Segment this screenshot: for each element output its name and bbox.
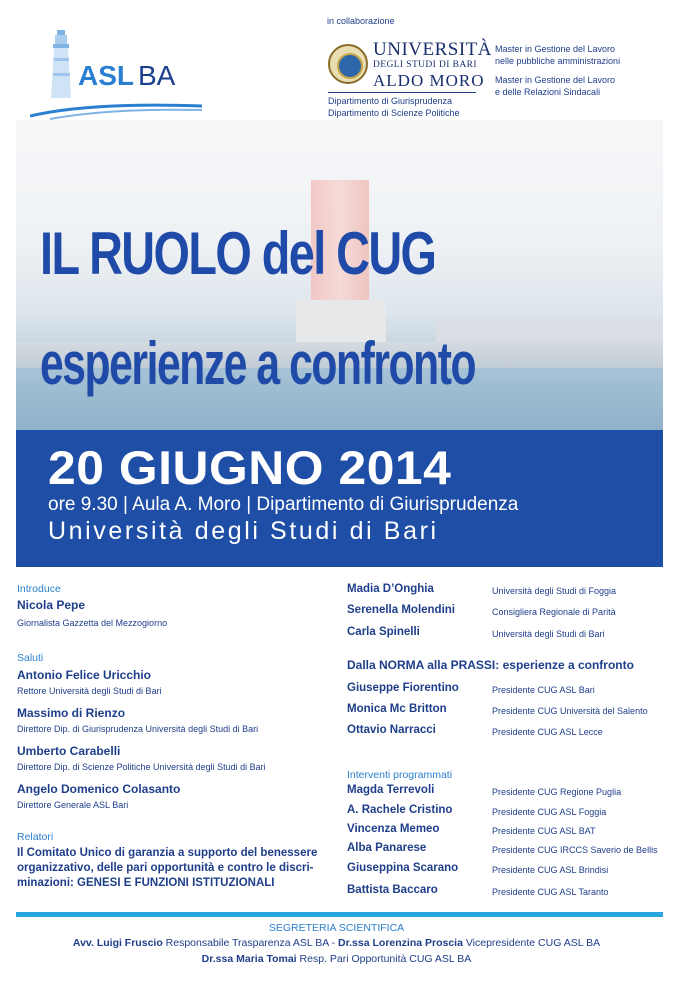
collaboration-label: in collaborazione bbox=[327, 16, 395, 26]
university-seal-icon bbox=[328, 44, 368, 84]
speaker-name: Battista Baccaro bbox=[347, 884, 438, 896]
footer-person: Avv. Luigi Fruscio bbox=[72, 937, 163, 949]
saluti-role: Rettore Università degli Studi di Bari bbox=[17, 686, 162, 696]
speaker-name: Vincenza Memeo bbox=[347, 823, 440, 835]
speaker-name: Serenella Molendini bbox=[347, 604, 455, 616]
university-name bbox=[373, 40, 492, 89]
departments bbox=[328, 95, 460, 119]
event-date: 20 GIUGNO 2014 bbox=[48, 441, 452, 494]
speaker-role: Presidente CUG ASL Taranto bbox=[492, 887, 609, 897]
saluti-name: Angelo Domenico Colasanto bbox=[17, 782, 181, 796]
speaker-name: Madia D’Onghia bbox=[347, 583, 434, 595]
saluti-role: Direttore Generale ASL Bari bbox=[17, 800, 129, 810]
speaker-role: Presidente CUG ASL Lecce bbox=[492, 727, 603, 737]
speaker-role: Presidente CUG IRCCS Saverio de Bellis bbox=[492, 845, 658, 855]
speaker-role: Presidente CUG ASL Bari bbox=[492, 685, 595, 695]
footer-role: Responsabile Trasparenza ASL BA - bbox=[162, 937, 339, 949]
speaker-name: Giuseppina Scarano bbox=[347, 862, 459, 874]
introduce-label: Introduce bbox=[17, 583, 61, 595]
masters bbox=[495, 44, 665, 98]
footer-person: Dr.ssa Lorenzina Proscia bbox=[338, 937, 463, 949]
logo-ba-text: BA bbox=[138, 60, 176, 91]
interventi-label: Interventi programmati bbox=[347, 769, 453, 781]
introduce-role: Giornalista Gazzetta del Mezzogiorno bbox=[17, 618, 168, 628]
event-banner bbox=[16, 430, 663, 567]
speaker-name: Magda Terrevoli bbox=[347, 784, 435, 796]
subtitle: esperienze a confronto bbox=[40, 330, 476, 397]
speaker-role: Presidente CUG Università del Salento bbox=[492, 706, 648, 716]
master-1b: nelle pubbliche amministrazioni bbox=[495, 55, 621, 66]
department-1: Dipartimento di Giurisprudenza bbox=[328, 96, 453, 106]
speaker-name: Ottavio Narracci bbox=[347, 724, 436, 736]
speaker-name: A. Rachele Cristino bbox=[347, 804, 453, 816]
event-university: Università degli Studi di Bari bbox=[48, 517, 439, 545]
event-location: ore 9.30 | Aula A. Moro | Dipartimento di Giurisprudenza bbox=[48, 494, 519, 515]
relatori-label: Relatori bbox=[17, 831, 54, 843]
relatori-line: minazioni: GENESI E FUNZIONI ISTITUZIONALI bbox=[17, 877, 275, 889]
speaker-name: Giuseppe Fiorentino bbox=[347, 682, 459, 694]
asl-ba-logo bbox=[22, 22, 202, 117]
divider bbox=[328, 92, 476, 93]
session-title: Dalla NORMA alla PRASSI: esperienze a confronto bbox=[347, 658, 634, 672]
master-1a: Master in Gestione del Lavoro bbox=[495, 44, 616, 54]
saluti-role: Direttore Dip. di Giurisprudenza Università degli Studi di Bari bbox=[17, 724, 259, 734]
speaker-role: Consigliera Regionale di Parità bbox=[492, 607, 616, 617]
footer-person: Dr.ssa Maria Tomai bbox=[201, 953, 297, 965]
footer-rule bbox=[16, 912, 663, 917]
logo-asl-text: ASL bbox=[78, 60, 134, 91]
saluti-name: Umberto Carabelli bbox=[17, 744, 121, 758]
footer-title: SEGRETERIA SCIENTIFICA bbox=[268, 922, 405, 934]
department-2: Dipartimento di Scienze Politiche bbox=[328, 108, 460, 118]
saluti-name: Antonio Felice Uricchio bbox=[17, 668, 152, 682]
relatori-line: organizzativo, delle pari opportunità e contro le discri- bbox=[17, 862, 314, 874]
speaker-name: Monica Mc Britton bbox=[347, 703, 447, 715]
relatori-line: Il Comitato Unico di garanzia a supporto del benessere bbox=[17, 847, 318, 859]
master-2b: e delle Relazioni Sindacali bbox=[495, 86, 601, 97]
university-line2: DEGLI STUDI DI BARI bbox=[373, 60, 477, 70]
speaker-role: Presidente CUG ASL Foggia bbox=[492, 807, 607, 817]
main-title: IL RUOLO del CUG bbox=[40, 220, 436, 287]
speaker-role: Presidente CUG ASL Brindisi bbox=[492, 865, 609, 875]
footer-role: Vicepresidente CUG ASL BA bbox=[462, 937, 601, 949]
speaker-name: Alba Panarese bbox=[347, 842, 427, 854]
footer-line-1 bbox=[0, 937, 673, 949]
lighthouse-logo-icon bbox=[46, 28, 76, 98]
speaker-name: Carla Spinelli bbox=[347, 626, 420, 638]
speaker-role: Presidente CUG Regione Puglia bbox=[492, 787, 622, 797]
master-2a: Master in Gestione del Lavoro bbox=[495, 75, 616, 85]
footer-role: Resp. Pari Opportunità CUG ASL BA bbox=[296, 953, 472, 965]
university-line3: ALDO MORO bbox=[373, 70, 485, 90]
wave-icon bbox=[30, 100, 202, 120]
saluti-label: Saluti bbox=[17, 652, 44, 664]
footer-line-2 bbox=[0, 953, 673, 965]
speaker-role: Università degli Studi di Foggia bbox=[492, 586, 617, 596]
saluti-role: Direttore Dip. di Scienze Politiche Università degli Studi di Bari bbox=[17, 762, 266, 772]
introduce-name: Nicola Pepe bbox=[17, 598, 86, 612]
saluti-name: Massimo di Rienzo bbox=[17, 706, 126, 720]
university-line1: UNIVERSITÀ bbox=[373, 39, 492, 60]
speaker-role: Università degli Studi di Bari bbox=[492, 629, 605, 639]
speaker-role: Presidente CUG ASL BAT bbox=[492, 826, 596, 836]
relatori-topic bbox=[17, 846, 333, 891]
